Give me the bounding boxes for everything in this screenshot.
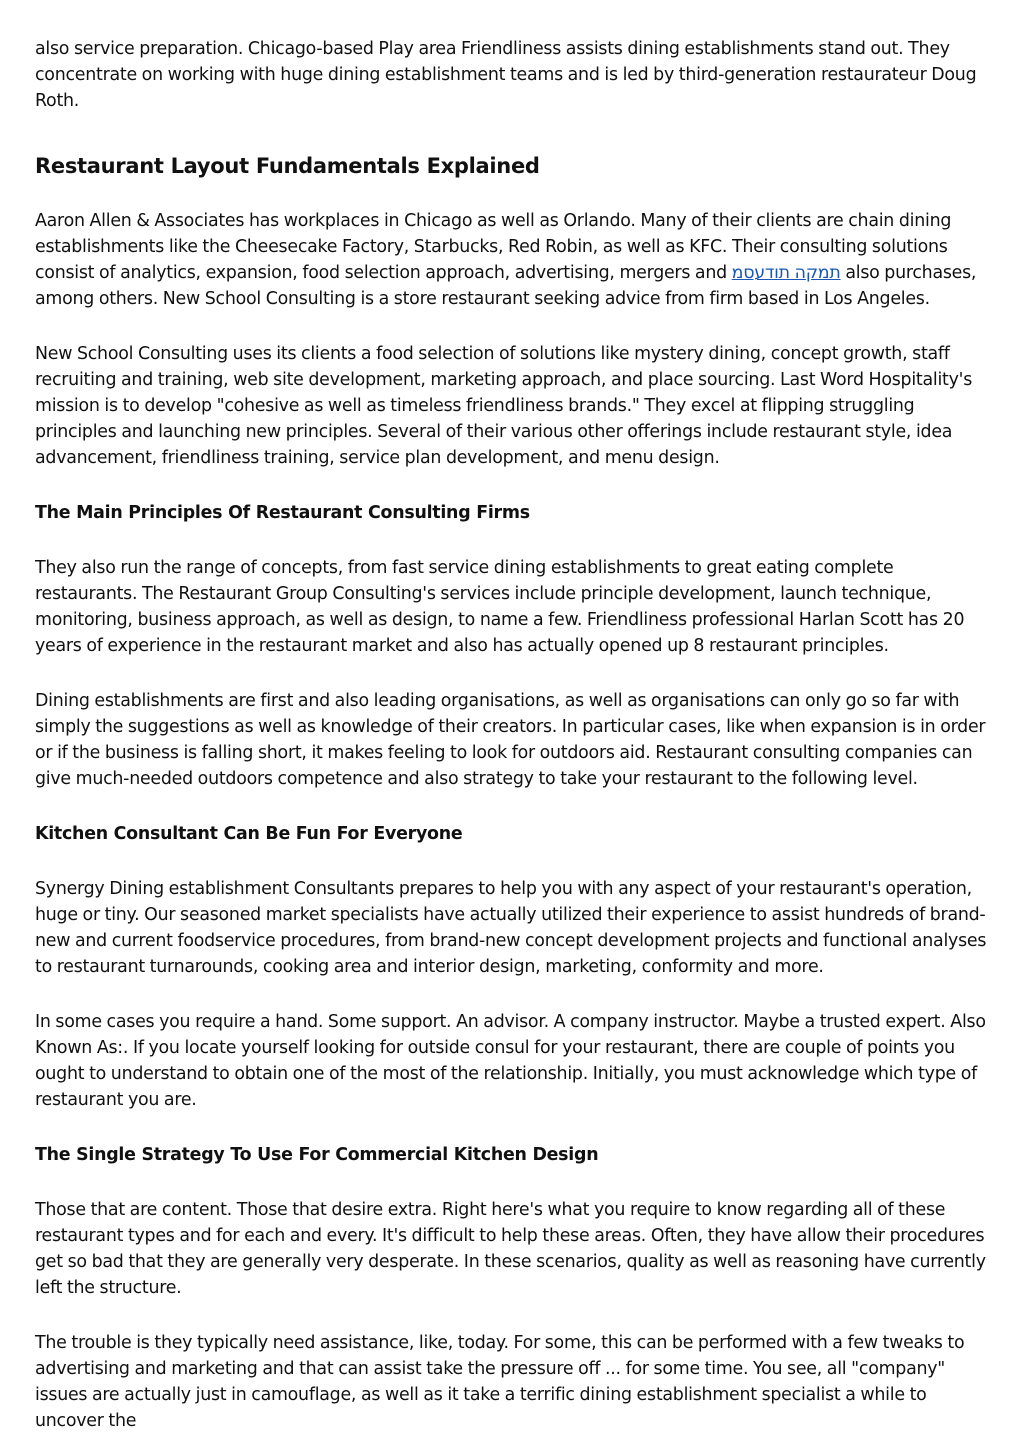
section-heading-main-principles: The Main Principles Of Restaurant Consulting Firms [35, 503, 530, 523]
intro-paragraph: also service preparation. Chicago-based Play area Friendliness assists dining establishments stand out. They concentrate on working with huge dining establishment teams and is led by third-generation restaurateur Doug Roth. [35, 39, 977, 111]
section-heading-layout-fundamentals: Restaurant Layout Fundamentals Explained [35, 154, 540, 178]
paragraph-content-types: Those that are content. Those that desire extra. Right here's what you require to know regarding all of these restaurant types and for each and every. It's difficult to help these areas. Often, they have allow their procedures get so bad that they are generally very desperate. In these scenarios, quality as well as reasoning have currently left the structure. [35, 1200, 986, 1298]
inline-link-hebrew[interactable]: תמקה תודעסמ [731, 263, 841, 283]
paragraph-text: Aaron Allen & Associates has workplaces in Chicago as well as Orlando. Many of their clients are chain dining establishments like the Cheesecake Factory, Starbucks, Red Robin, as well as KFC. Their consulting solutions consist of analytics, expansion, food selection approach, advertising, mergers and [35, 211, 952, 283]
article-body [35, 36, 995, 1434]
paragraph-text: also purchases, among others. New School Consulting is a store restaurant seeking advice from firm based in Los Angeles. [35, 263, 977, 309]
paragraph-range-of-concepts: They also run the range of concepts, from fast service dining establishments to great eating complete restaurants. The Restaurant Group Consulting's services include principle development, launch technique, monitoring, business approach, as well as design, to name a few. Friendliness professional Harlan Scott has 20 years of experience in the restaurant market and also has actually opened up 8 restaurant principles. [35, 558, 965, 656]
paragraph-dining-establishments: Dining establishments are first and also leading organisations, as well as organisations can only go so far with simply the suggestions as well as knowledge of their creators. In particular cases, like when expansion is in order or if the business is falling short, it makes feeling to look for outdoors aid. Restaurant consulting companies can give much-needed outdoors competence and also strategy to take your restaurant to the following level. [35, 691, 986, 789]
paragraph-synergy: Synergy Dining establishment Consultants prepares to help you with any aspect of your restaurant's operation, huge or tiny. Our seasoned market specialists have actually utilized their experience to assist hundreds of brand-new and current foodservice procedures, from brand-new concept development projects and functional analyses to restaurant turnarounds, cooking area and interior design, marketing, conformity and more. [35, 879, 987, 977]
paragraph-require-a-hand: In some cases you require a hand. Some support. An advisor. A company instructor. Maybe a trusted expert. Also Known As:. If you locate yourself looking for outside consul for your restaurant, there are couple of points you ought to understand to obtain one of the most of the relationship. Initially, you must acknowledge which type of restaurant you are. [35, 1012, 986, 1110]
section-heading-kitchen-consultant: Kitchen Consultant Can Be Fun For Everyone [35, 824, 463, 844]
paragraph-trouble: The trouble is they typically need assistance, like, today. For some, this can be performed with a few tweaks to advertising and marketing and that can assist take the pressure off ... for some time. You see, all "company" issues are actually just in camouflage, as well as it take a terrific dining establishment specialist a while to uncover the [35, 1333, 965, 1431]
section-heading-single-strategy: The Single Strategy To Use For Commercial Kitchen Design [35, 1145, 599, 1165]
section-header-wrap [35, 152, 995, 180]
paragraph-aaron-allen [35, 208, 995, 312]
paragraph-new-school-consulting: New School Consulting uses its clients a food selection of solutions like mystery dining, concept growth, staff recruiting and training, web site development, marketing approach, and place sourcing. Last Word Hospitality's mission is to develop "cohesive as well as timeless friendliness brands." They excel at flipping struggling principles and launching new principles. Several of their various other offerings include restaurant style, idea advancement, friendliness training, service plan development, and menu design. [35, 344, 973, 468]
